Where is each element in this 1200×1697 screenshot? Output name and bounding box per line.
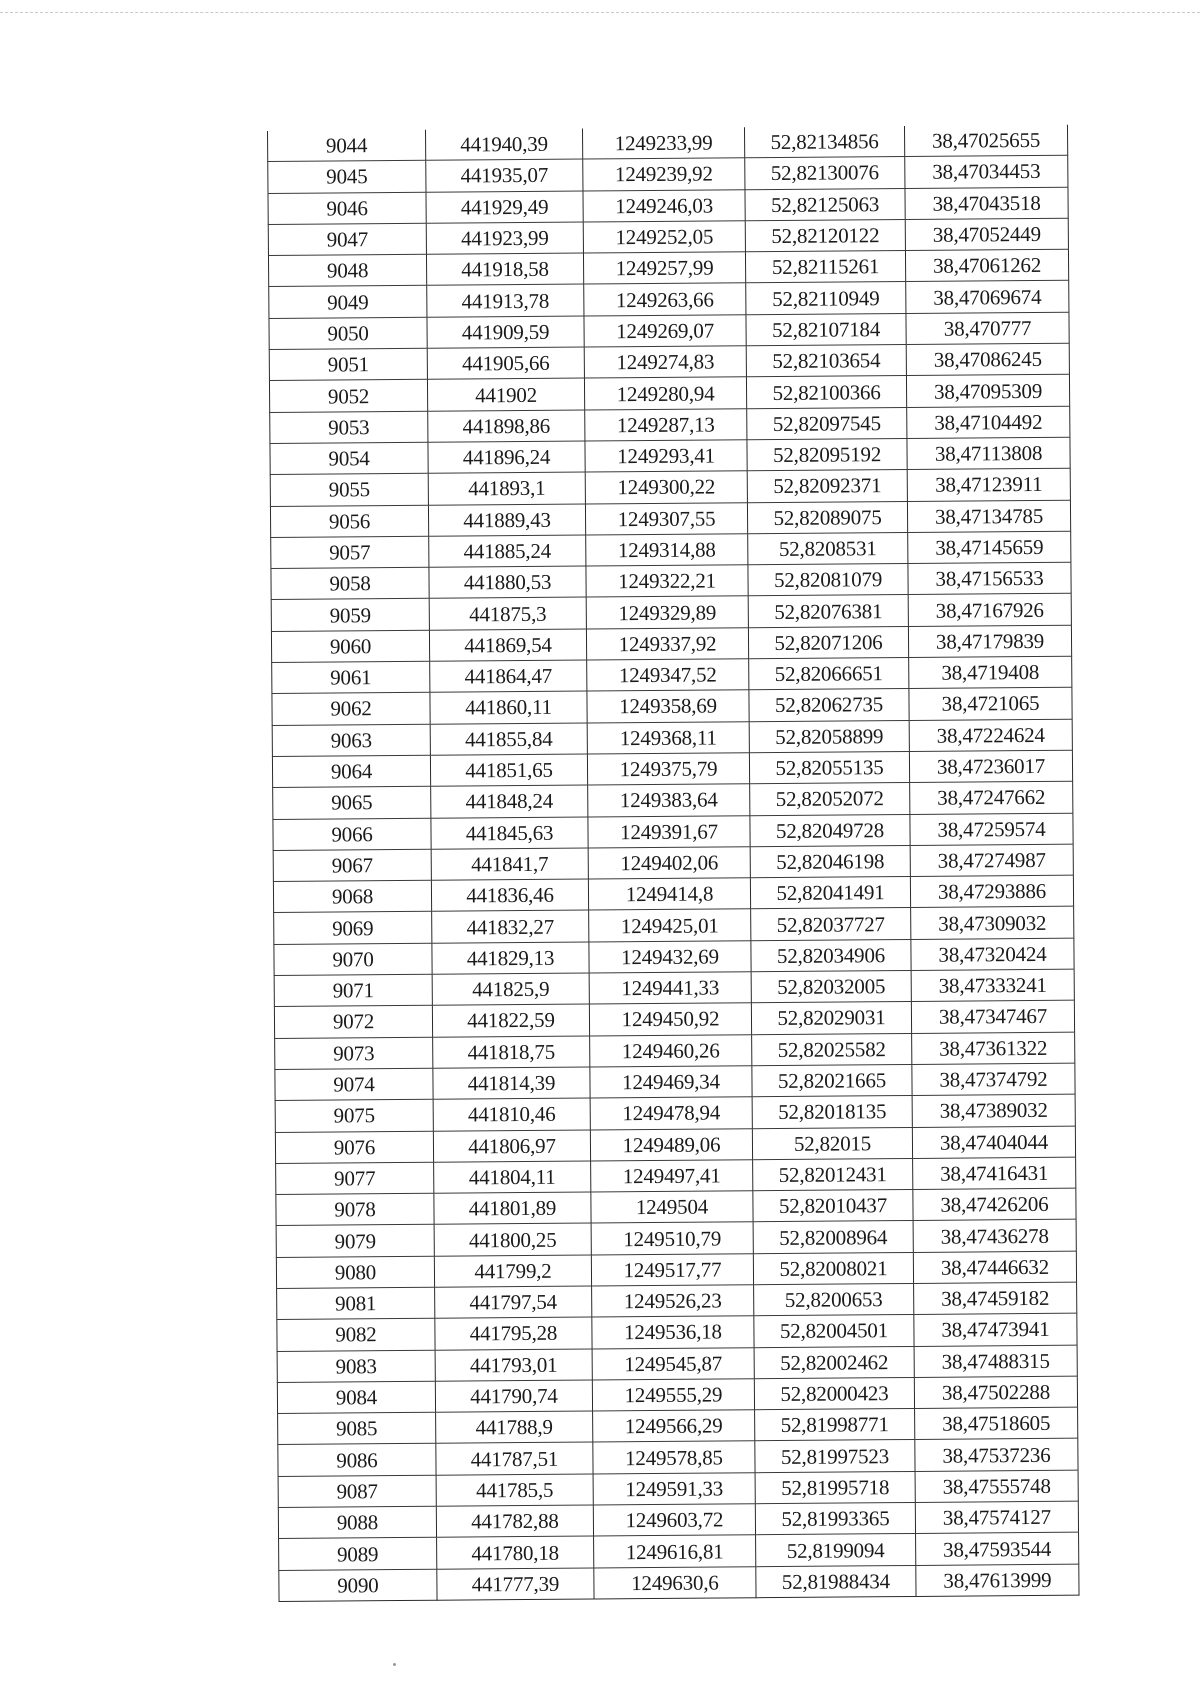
- latitude-cell: 52,82095192: [747, 438, 907, 471]
- point-number-cell: 9065: [273, 786, 431, 819]
- y-coordinate-cell: 1249545,87: [592, 1347, 754, 1380]
- point-number-cell: 9046: [268, 192, 426, 225]
- y-coordinate-cell: 1249239,92: [583, 158, 745, 191]
- x-coordinate-cell: 441814,39: [433, 1067, 590, 1100]
- y-coordinate-cell: 1249252,05: [583, 221, 745, 254]
- y-coordinate-cell: 1249450,92: [589, 1003, 751, 1036]
- y-coordinate-cell: 1249269,07: [584, 315, 746, 348]
- x-coordinate-cell: 441898,86: [428, 410, 585, 443]
- y-coordinate-cell: 1249263,66: [584, 283, 746, 316]
- x-coordinate-cell: 441893,1: [428, 472, 585, 505]
- latitude-cell: 52,82081079: [748, 564, 908, 597]
- point-number-cell: 9051: [269, 348, 427, 381]
- x-coordinate-cell: 441790,74: [435, 1380, 592, 1413]
- latitude-cell: 52,82029031: [751, 1002, 911, 1035]
- latitude-cell: 52,81998771: [755, 1409, 915, 1442]
- y-coordinate-cell: 1249368,11: [587, 721, 749, 754]
- point-number-cell: 9084: [277, 1381, 435, 1414]
- longitude-cell: 38,47347467: [911, 1000, 1074, 1033]
- x-coordinate-cell: 441905,66: [427, 347, 584, 380]
- point-number-cell: 9068: [273, 880, 431, 913]
- x-coordinate-cell: 441787,51: [436, 1442, 593, 1475]
- y-coordinate-cell: 1249329,89: [586, 596, 748, 629]
- latitude-cell: 52,82058899: [749, 720, 909, 753]
- latitude-cell: 52,82041491: [750, 877, 910, 910]
- point-number-cell: 9067: [273, 849, 431, 882]
- longitude-cell: 38,47574127: [915, 1501, 1078, 1534]
- latitude-cell: 52,81997523: [755, 1440, 915, 1473]
- longitude-cell: 38,47052449: [905, 218, 1068, 251]
- latitude-cell: 52,82120122: [745, 219, 905, 252]
- longitude-cell: 38,47320424: [911, 938, 1074, 971]
- longitude-cell: 38,47488315: [914, 1345, 1077, 1378]
- y-coordinate-cell: 1249391,67: [588, 815, 750, 848]
- x-coordinate-cell: 441940,39: [425, 129, 582, 161]
- x-coordinate-cell: 441804,11: [434, 1161, 591, 1194]
- longitude-cell: 38,47361322: [912, 1032, 1075, 1065]
- latitude-cell: 52,82000423: [754, 1377, 914, 1410]
- longitude-cell: 38,47473941: [914, 1313, 1077, 1346]
- point-number-cell: 9049: [269, 286, 427, 319]
- longitude-cell: 38,47156533: [908, 562, 1071, 595]
- point-number-cell: 9045: [268, 161, 426, 194]
- x-coordinate-cell: 441797,54: [435, 1286, 592, 1319]
- longitude-cell: 38,47043518: [905, 187, 1068, 220]
- x-coordinate-cell: 441795,28: [435, 1317, 592, 1350]
- longitude-cell: 38,47086245: [906, 343, 1069, 376]
- y-coordinate-cell: 1249257,99: [583, 252, 745, 285]
- y-coordinate-cell: 1249555,29: [592, 1379, 754, 1412]
- y-coordinate-cell: 1249314,88: [586, 534, 748, 567]
- longitude-cell: 38,47459182: [914, 1282, 1077, 1315]
- latitude-cell: 52,82025582: [752, 1033, 912, 1066]
- point-number-cell: 9062: [272, 693, 430, 726]
- latitude-cell: 52,82010437: [753, 1190, 913, 1223]
- latitude-cell: 52,82134856: [744, 126, 904, 158]
- latitude-cell: 52,82015: [752, 1127, 912, 1160]
- x-coordinate-cell: 441777,39: [437, 1568, 594, 1601]
- longitude-cell: 38,47123911: [907, 468, 1070, 501]
- point-number-cell: 9075: [275, 1099, 433, 1132]
- x-coordinate-cell: 441793,01: [435, 1349, 592, 1382]
- latitude-cell: 52,82097545: [747, 407, 907, 440]
- point-number-cell: 9074: [275, 1068, 433, 1101]
- point-number-cell: 9050: [269, 317, 427, 350]
- x-coordinate-cell: 441818,75: [433, 1036, 590, 1069]
- scan-top-edge: [0, 12, 1200, 13]
- y-coordinate-cell: 1249489,06: [590, 1128, 752, 1161]
- latitude-cell: 52,82052072: [750, 783, 910, 816]
- longitude-cell: 38,47389032: [912, 1094, 1075, 1127]
- x-coordinate-cell: 441896,24: [428, 441, 585, 474]
- x-coordinate-cell: 441800,25: [434, 1223, 591, 1256]
- y-coordinate-cell: 1249347,52: [587, 659, 749, 692]
- latitude-cell: 52,82037727: [751, 908, 911, 941]
- y-coordinate-cell: 1249517,77: [591, 1253, 753, 1286]
- x-coordinate-cell: 441836,46: [431, 879, 588, 912]
- y-coordinate-cell: 1249274,83: [584, 346, 746, 379]
- point-number-cell: 9066: [273, 818, 431, 851]
- point-number-cell: 9078: [276, 1193, 434, 1226]
- coordinates-table-body: [267, 125, 1079, 1602]
- longitude-cell: 38,47613999: [916, 1564, 1079, 1597]
- longitude-cell: 38,47145659: [908, 531, 1071, 564]
- y-coordinate-cell: 1249566,29: [593, 1410, 755, 1443]
- x-coordinate-cell: 441788,9: [436, 1411, 593, 1444]
- x-coordinate-cell: 441929,49: [426, 191, 583, 224]
- coordinates-table-wrapper: [267, 125, 1079, 1602]
- x-coordinate-cell: 441875,3: [429, 597, 586, 630]
- y-coordinate-cell: 1249293,41: [585, 440, 747, 473]
- y-coordinate-cell: 1249616,81: [594, 1535, 756, 1568]
- y-coordinate-cell: 1249375,79: [587, 753, 749, 786]
- latitude-cell: 52,82004501: [754, 1315, 914, 1348]
- latitude-cell: 52,82100366: [746, 376, 906, 409]
- latitude-cell: 52,82092371: [747, 470, 907, 503]
- x-coordinate-cell: 441885,24: [429, 535, 586, 568]
- latitude-cell: 52,8208531: [748, 532, 908, 565]
- x-coordinate-cell: 441845,63: [431, 817, 588, 850]
- longitude-cell: 38,47502288: [914, 1376, 1077, 1409]
- y-coordinate-cell: 1249425,01: [589, 909, 751, 942]
- point-number-cell: 9082: [277, 1318, 435, 1351]
- latitude-cell: 52,81993365: [755, 1503, 915, 1536]
- y-coordinate-cell: 1249414,8: [588, 878, 750, 911]
- y-coordinate-cell: 1249510,79: [591, 1222, 753, 1255]
- point-number-cell: 9089: [279, 1538, 437, 1571]
- point-number-cell: 9079: [276, 1225, 434, 1258]
- longitude-cell: 38,47134785: [907, 500, 1070, 533]
- latitude-cell: 52,82066651: [749, 658, 909, 691]
- longitude-cell: 38,470777: [906, 312, 1069, 345]
- longitude-cell: 38,47293886: [910, 875, 1073, 908]
- scan-speck: [393, 1663, 396, 1666]
- point-number-cell: 9063: [272, 724, 430, 757]
- latitude-cell: 52,82018135: [752, 1096, 912, 1129]
- longitude-cell: 38,47593544: [916, 1533, 1079, 1566]
- point-number-cell: 9081: [277, 1287, 435, 1320]
- x-coordinate-cell: 441822,59: [432, 1004, 589, 1037]
- y-coordinate-cell: 1249287,13: [585, 408, 747, 441]
- longitude-cell: 38,47113808: [907, 437, 1070, 470]
- longitude-cell: 38,47436278: [913, 1220, 1076, 1253]
- point-number-cell: 9085: [278, 1412, 436, 1445]
- y-coordinate-cell: 1249536,18: [592, 1316, 754, 1349]
- latitude-cell: 52,81988434: [756, 1565, 916, 1598]
- point-number-cell: 9080: [276, 1256, 434, 1289]
- latitude-cell: 52,82002462: [754, 1346, 914, 1379]
- latitude-cell: 52,82071206: [748, 626, 908, 659]
- point-number-cell: 9052: [269, 380, 427, 413]
- point-number-cell: 9064: [272, 755, 430, 788]
- y-coordinate-cell: 1249233,99: [582, 127, 744, 159]
- y-coordinate-cell: 1249441,33: [589, 972, 751, 1005]
- point-number-cell: 9059: [271, 599, 429, 632]
- point-number-cell: 9053: [270, 411, 428, 444]
- x-coordinate-cell: 441864,47: [430, 660, 587, 693]
- point-number-cell: 9087: [278, 1475, 436, 1508]
- point-number-cell: 9047: [268, 223, 426, 256]
- latitude-cell: 52,82012431: [753, 1158, 913, 1191]
- x-coordinate-cell: 441923,99: [426, 222, 583, 255]
- longitude-cell: 38,4721065: [909, 688, 1072, 721]
- longitude-cell: 38,47179839: [908, 625, 1071, 658]
- x-coordinate-cell: 441785,5: [436, 1474, 593, 1507]
- latitude-cell: 52,82130076: [745, 157, 905, 190]
- longitude-cell: 38,47537236: [915, 1439, 1078, 1472]
- longitude-cell: 38,47259574: [910, 813, 1073, 846]
- point-number-cell: 9058: [271, 567, 429, 600]
- x-coordinate-cell: 441889,43: [428, 504, 585, 537]
- y-coordinate-cell: 1249300,22: [585, 471, 747, 504]
- point-number-cell: 9056: [270, 505, 428, 538]
- latitude-cell: 52,82089075: [747, 501, 907, 534]
- x-coordinate-cell: 441841,7: [431, 848, 588, 881]
- longitude-cell: 38,4719408: [909, 656, 1072, 689]
- x-coordinate-cell: 441902: [427, 378, 584, 411]
- y-coordinate-cell: 1249402,06: [588, 847, 750, 880]
- longitude-cell: 38,47095309: [906, 375, 1069, 408]
- y-coordinate-cell: 1249432,69: [589, 940, 751, 973]
- latitude-cell: 52,82110949: [746, 282, 906, 315]
- longitude-cell: 38,47446632: [913, 1251, 1076, 1284]
- x-coordinate-cell: 441880,53: [429, 566, 586, 599]
- y-coordinate-cell: 1249469,34: [590, 1066, 752, 1099]
- x-coordinate-cell: 441851,65: [430, 754, 587, 787]
- x-coordinate-cell: 441780,18: [437, 1536, 594, 1569]
- x-coordinate-cell: 441825,9: [432, 973, 589, 1006]
- longitude-cell: 38,47404044: [912, 1126, 1075, 1159]
- latitude-cell: 52,82103654: [746, 345, 906, 378]
- latitude-cell: 52,82032005: [751, 970, 911, 1003]
- x-coordinate-cell: 441860,11: [430, 691, 587, 724]
- y-coordinate-cell: 1249578,85: [593, 1441, 755, 1474]
- latitude-cell: 52,81995718: [755, 1471, 915, 1504]
- latitude-cell: 52,82021665: [752, 1064, 912, 1097]
- y-coordinate-cell: 1249630,6: [594, 1566, 756, 1599]
- x-coordinate-cell: 441909,59: [427, 316, 584, 349]
- y-coordinate-cell: 1249591,33: [593, 1472, 755, 1505]
- longitude-cell: 38,47236017: [909, 750, 1072, 783]
- x-coordinate-cell: 441799,2: [434, 1255, 591, 1288]
- latitude-cell: 52,82046198: [750, 845, 910, 878]
- x-coordinate-cell: 441806,97: [433, 1129, 590, 1162]
- y-coordinate-cell: 1249460,26: [590, 1034, 752, 1067]
- coordinates-table: [267, 125, 1080, 1602]
- y-coordinate-cell: 1249526,23: [592, 1285, 754, 1318]
- x-coordinate-cell: 441801,89: [434, 1192, 591, 1225]
- longitude-cell: 38,47025655: [904, 125, 1067, 157]
- point-number-cell: 9086: [278, 1444, 436, 1477]
- x-coordinate-cell: 441810,46: [433, 1098, 590, 1131]
- x-coordinate-cell: 441848,24: [431, 785, 588, 818]
- point-number-cell: 9054: [270, 442, 428, 475]
- point-number-cell: 9060: [271, 630, 429, 663]
- x-coordinate-cell: 441869,54: [429, 629, 586, 662]
- latitude-cell: 52,82125063: [745, 188, 905, 221]
- latitude-cell: 52,8200653: [754, 1283, 914, 1316]
- x-coordinate-cell: 441913,78: [427, 285, 584, 318]
- longitude-cell: 38,47374792: [912, 1063, 1075, 1096]
- x-coordinate-cell: 441829,13: [432, 942, 589, 975]
- longitude-cell: 38,47333241: [911, 969, 1074, 1002]
- point-number-cell: 9061: [272, 661, 430, 694]
- point-number-cell: 9070: [274, 943, 432, 976]
- x-coordinate-cell: 441782,88: [436, 1505, 593, 1538]
- y-coordinate-cell: 1249497,41: [591, 1160, 753, 1193]
- point-number-cell: 9083: [277, 1350, 435, 1383]
- y-coordinate-cell: 1249322,21: [586, 565, 748, 598]
- y-coordinate-cell: 1249280,94: [584, 377, 746, 410]
- latitude-cell: 52,82049728: [750, 814, 910, 847]
- latitude-cell: 52,82008021: [753, 1252, 913, 1285]
- y-coordinate-cell: 1249358,69: [587, 690, 749, 723]
- x-coordinate-cell: 441832,27: [432, 910, 589, 943]
- latitude-cell: 52,82107184: [746, 313, 906, 346]
- y-coordinate-cell: 1249383,64: [588, 784, 750, 817]
- point-number-cell: 9071: [274, 974, 432, 1007]
- point-number-cell: 9076: [275, 1131, 433, 1164]
- longitude-cell: 38,47247662: [910, 781, 1073, 814]
- point-number-cell: 9055: [270, 474, 428, 507]
- x-coordinate-cell: 441935,07: [426, 159, 583, 192]
- longitude-cell: 38,47518605: [915, 1407, 1078, 1440]
- latitude-cell: 52,8199094: [756, 1534, 916, 1567]
- longitude-cell: 38,47104492: [907, 406, 1070, 439]
- longitude-cell: 38,47224624: [909, 719, 1072, 752]
- latitude-cell: 52,82034906: [751, 939, 911, 972]
- longitude-cell: 38,47309032: [911, 907, 1074, 940]
- x-coordinate-cell: 441855,84: [430, 723, 587, 756]
- latitude-cell: 52,82055135: [749, 751, 909, 784]
- x-coordinate-cell: 441918,58: [426, 253, 583, 286]
- longitude-cell: 38,47069674: [906, 281, 1069, 314]
- y-coordinate-cell: 1249307,55: [585, 502, 747, 535]
- longitude-cell: 38,47416431: [913, 1157, 1076, 1190]
- latitude-cell: 52,82076381: [748, 595, 908, 628]
- longitude-cell: 38,47274987: [910, 844, 1073, 877]
- point-number-cell: 9077: [276, 1162, 434, 1195]
- point-number-cell: 9069: [274, 912, 432, 945]
- y-coordinate-cell: 1249337,92: [586, 627, 748, 660]
- point-number-cell: 9088: [278, 1506, 436, 1539]
- latitude-cell: 52,82008964: [753, 1221, 913, 1254]
- point-number-cell: 9090: [279, 1569, 437, 1602]
- table-row: [279, 1564, 1079, 1602]
- point-number-cell: 9048: [268, 254, 426, 287]
- longitude-cell: 38,47167926: [908, 594, 1071, 627]
- point-number-cell: 9044: [267, 130, 425, 162]
- latitude-cell: 52,82062735: [749, 689, 909, 722]
- y-coordinate-cell: 1249478,94: [590, 1097, 752, 1130]
- y-coordinate-cell: 1249246,03: [583, 189, 745, 222]
- longitude-cell: 38,47426206: [913, 1188, 1076, 1221]
- point-number-cell: 9057: [271, 536, 429, 569]
- longitude-cell: 38,47034453: [905, 156, 1068, 189]
- y-coordinate-cell: 1249603,72: [593, 1504, 755, 1537]
- latitude-cell: 52,82115261: [745, 251, 905, 284]
- point-number-cell: 9072: [274, 1006, 432, 1039]
- point-number-cell: 9073: [275, 1037, 433, 1070]
- longitude-cell: 38,47061262: [905, 249, 1068, 282]
- longitude-cell: 38,47555748: [915, 1470, 1078, 1503]
- y-coordinate-cell: 1249504: [591, 1191, 753, 1224]
